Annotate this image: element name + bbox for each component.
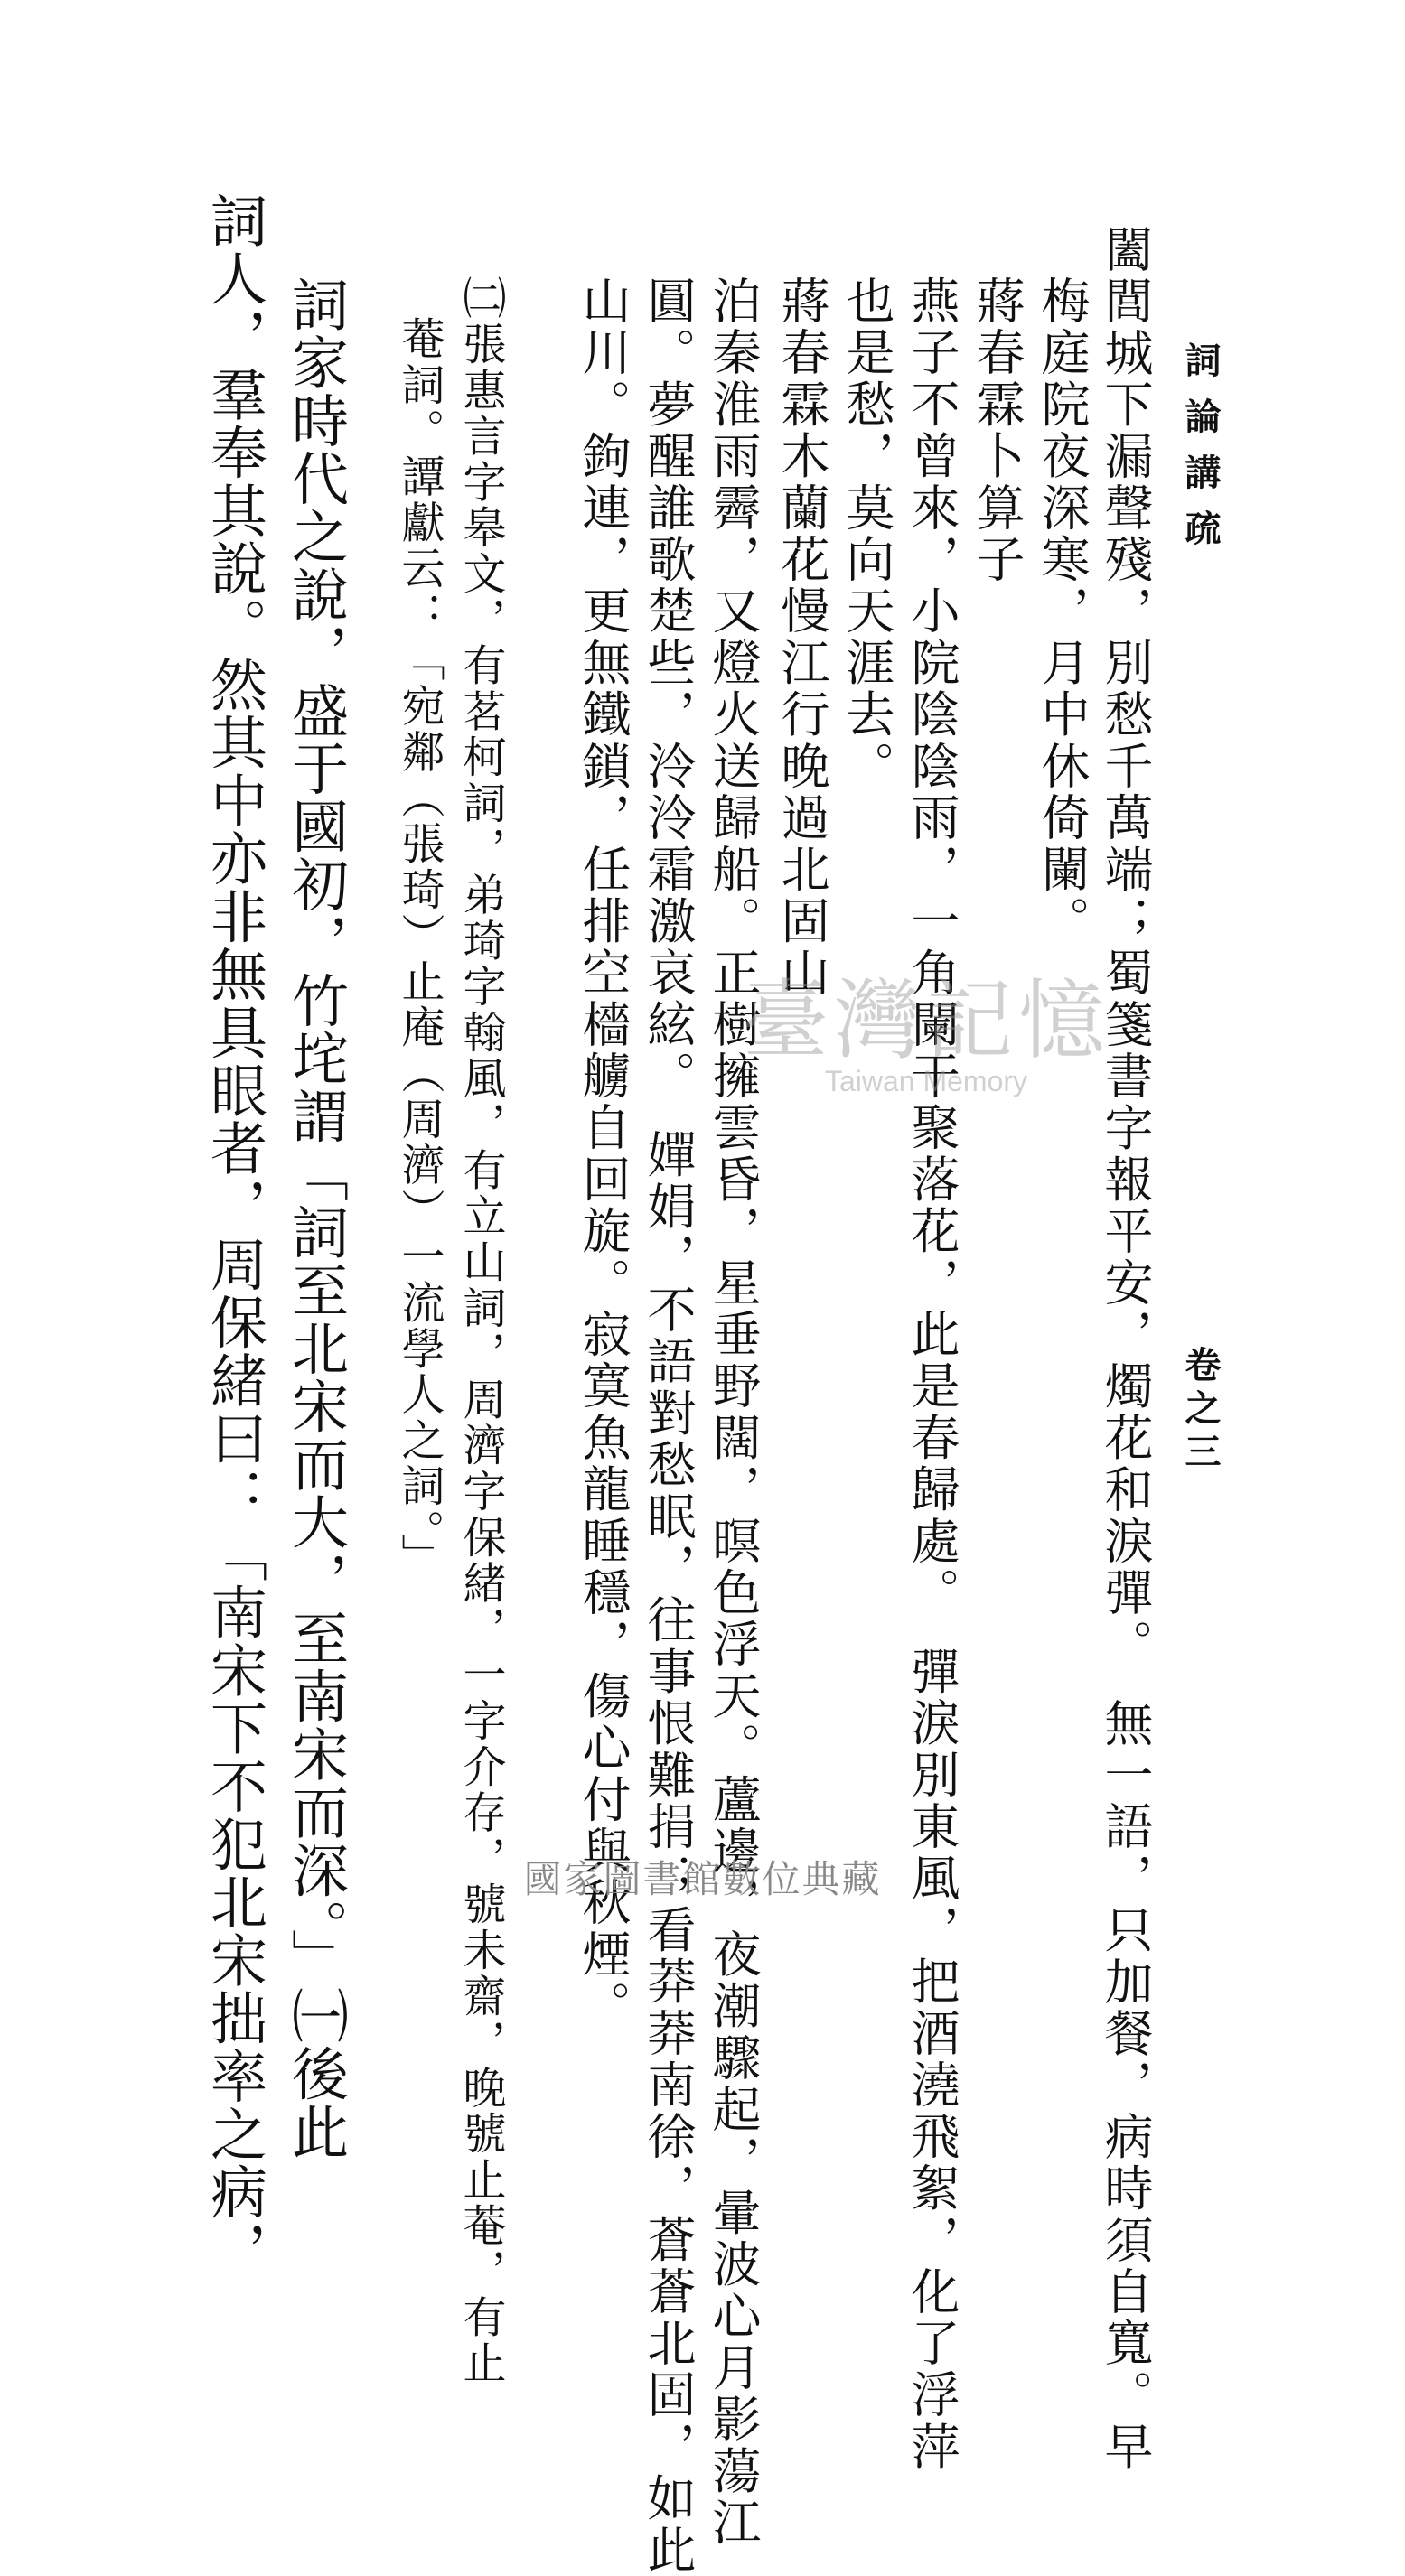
watermark-title: 臺灣記憶 (742, 970, 1110, 1071)
text-column-5: 也是愁，莫向天涯去。 (838, 275, 895, 792)
text-column-3: 蔣春霖卜算子 (969, 275, 1026, 586)
text-column-4: 燕子不曾來，小院陰陰雨，一角闌干聚落花，此是春歸處。 彈淚別東風，把酒澆飛絮，化了浮萍 (904, 275, 960, 2473)
text-column-2: 梅庭院夜深寒，月中休倚闌。 (1034, 275, 1091, 947)
note-column-2: 菴詞。譚獻云：「宛鄰（張琦）止庵（周濟）一流學人之詞。」 (394, 316, 445, 1580)
prose-column-1: 詞家時代之說，盛于國初，竹垞謂「詞至北宋而大，至南宋而深。」㈠後此 (283, 275, 349, 2161)
footer-credit: 國家圖書館數位典藏 (523, 1857, 882, 1901)
watermark-subtitle: Taiwan Memory (824, 1065, 1028, 1097)
running-head-title: 詞論講疏 (1179, 341, 1222, 565)
running-head-volume: 卷之三 (1179, 1346, 1222, 1476)
prose-column-2: 詞人，羣奉其說。然其中亦非無具眼者，周保緒曰：「南宋下不犯北宋拙率之病， (201, 191, 267, 2280)
text-column-1: 闔閭城下漏聲殘，別愁千萬端；蜀箋書字報平安，燭花和淚彈。 無一語，只加餐，病時須自寬。早 (1097, 224, 1154, 2473)
text-column-8: 圓。夢醒誰歌楚些，泠泠霜激哀絃。 嬋娟，不語對愁眠，往事恨難捐；看莽莽南徐，蒼蒼北固，如此 (640, 275, 697, 2576)
text-column-6: 蔣春霖木蘭花慢江行晚過北固山 (773, 275, 830, 999)
note-column-1: ㈡張惠言字皋文，有茗柯詞，弟琦字翰風，有立山詞，周濟字保緒，一字介存，號未齋，晚號止菴，有止 (455, 275, 506, 2386)
text-column-7: 泊秦淮雨霽，又燈火送歸船。正樹擁雲昏，星垂野闊，暝色浮天。蘆邊，夜潮驟起，暈波心月影蕩江 (705, 275, 762, 2549)
text-column-9: 山川。鉤連，更無鐵鎖，任排空檣艣自回旋。寂寞魚龍睡穩，傷心付與秋煙。 (575, 275, 632, 2032)
